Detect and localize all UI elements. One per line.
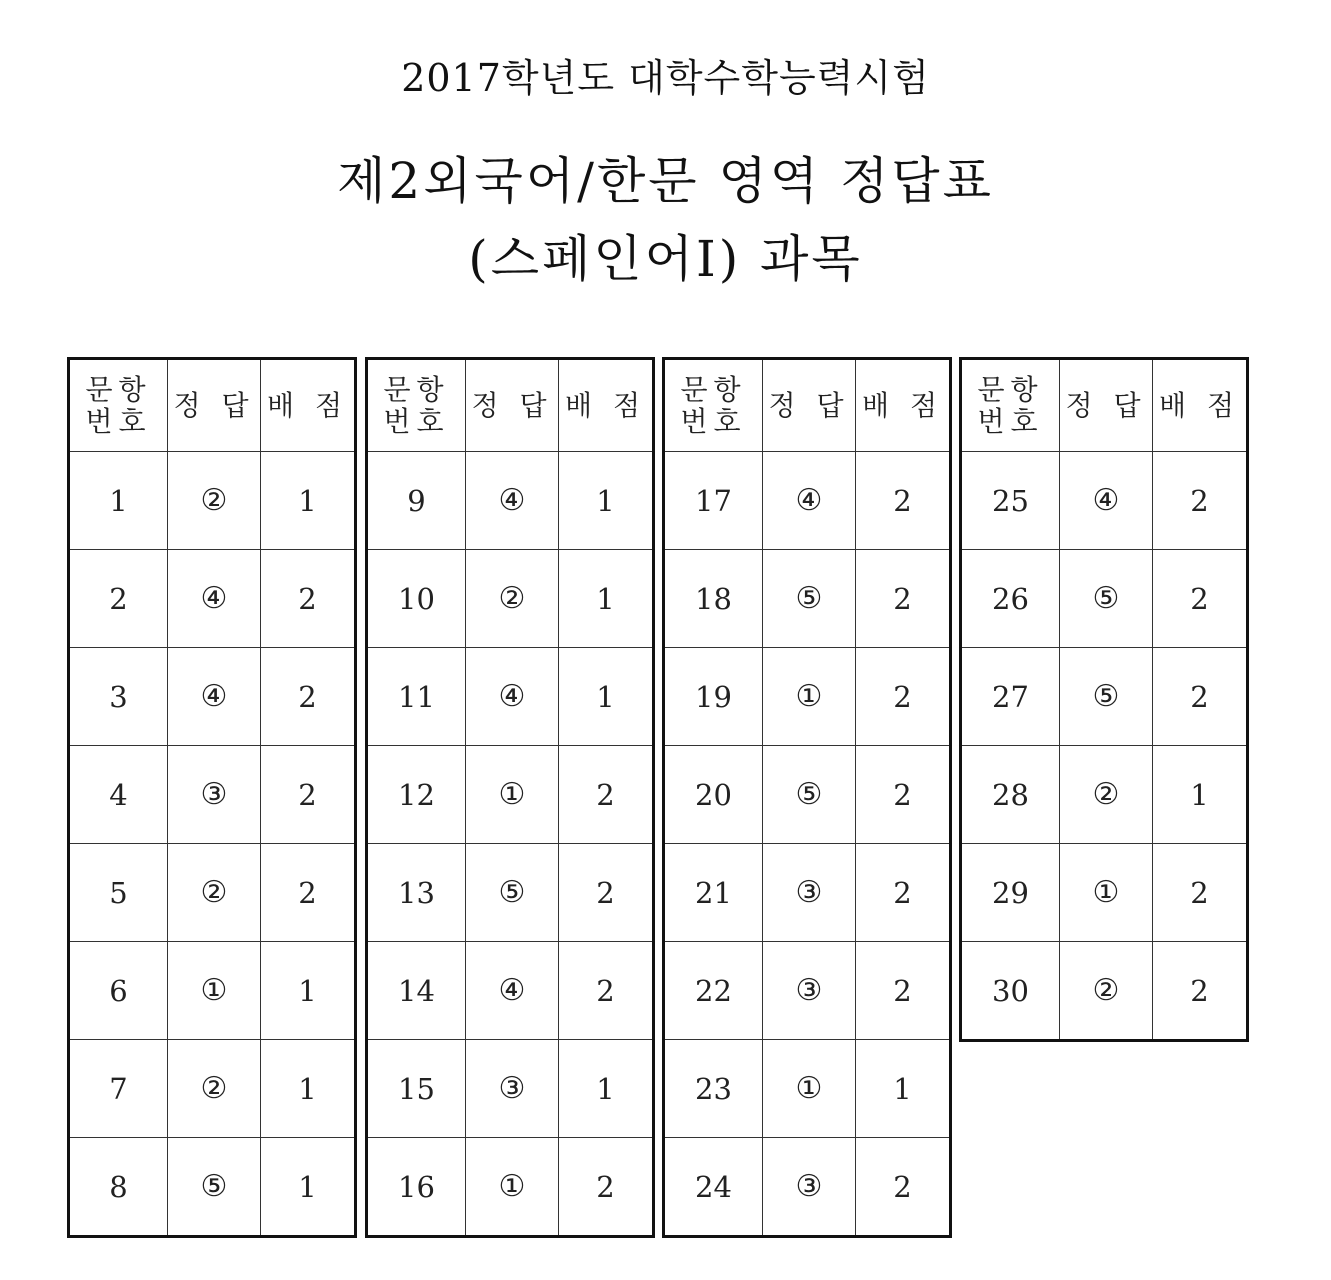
question-number-cell: 5 xyxy=(69,844,168,942)
points-cell: 2 xyxy=(261,746,356,844)
table-row xyxy=(961,746,1248,844)
table-row xyxy=(961,844,1248,942)
points-cell: 1 xyxy=(559,452,654,550)
answer-block-1 xyxy=(67,357,357,1238)
points-cell: 2 xyxy=(856,452,951,550)
answer-cell: ④ xyxy=(466,942,559,1040)
question-number-cell: 21 xyxy=(664,844,763,942)
table-row xyxy=(664,746,951,844)
answer-cell: ④ xyxy=(168,648,261,746)
question-number-cell: 11 xyxy=(367,648,466,746)
answer-cell: ④ xyxy=(1060,452,1153,550)
table-row xyxy=(664,844,951,942)
header-question-number-line1: 문항 xyxy=(85,372,152,406)
table-row xyxy=(961,648,1248,746)
answer-block-4 xyxy=(959,357,1249,1042)
answer-block-2 xyxy=(365,357,655,1238)
points-cell: 1 xyxy=(559,648,654,746)
points-cell: 2 xyxy=(1153,844,1248,942)
question-number-cell: 17 xyxy=(664,452,763,550)
question-number-cell: 15 xyxy=(367,1040,466,1138)
question-number-cell: 19 xyxy=(664,648,763,746)
points-cell: 1 xyxy=(856,1040,951,1138)
answer-cell: ④ xyxy=(763,452,856,550)
question-number-cell: 24 xyxy=(664,1138,763,1237)
header-points: 배 점 xyxy=(1153,359,1248,452)
question-number-cell: 22 xyxy=(664,942,763,1040)
answer-cell: ③ xyxy=(763,844,856,942)
answer-block-3 xyxy=(662,357,952,1238)
answer-cell: ③ xyxy=(466,1040,559,1138)
answer-cell: ② xyxy=(1060,942,1153,1041)
points-cell: 2 xyxy=(1153,942,1248,1041)
table-row xyxy=(367,1040,654,1138)
question-number-cell: 14 xyxy=(367,942,466,1040)
answer-cell: ① xyxy=(466,1138,559,1237)
question-number-cell: 13 xyxy=(367,844,466,942)
question-number-cell: 6 xyxy=(69,942,168,1040)
points-cell: 1 xyxy=(261,1040,356,1138)
table-row xyxy=(664,942,951,1040)
question-number-cell: 25 xyxy=(961,452,1060,550)
question-number-cell: 29 xyxy=(961,844,1060,942)
table-row xyxy=(367,1138,654,1237)
table-row xyxy=(367,550,654,648)
question-number-cell: 27 xyxy=(961,648,1060,746)
answer-cell: ③ xyxy=(763,1138,856,1237)
header-row xyxy=(367,359,654,452)
question-number-cell: 23 xyxy=(664,1040,763,1138)
table-row xyxy=(961,452,1248,550)
points-cell: 2 xyxy=(1153,452,1248,550)
question-number-cell: 1 xyxy=(69,452,168,550)
table-row xyxy=(664,648,951,746)
header-points: 배 점 xyxy=(261,359,356,452)
question-number-cell: 8 xyxy=(69,1138,168,1237)
points-cell: 2 xyxy=(559,942,654,1040)
points-cell: 2 xyxy=(559,746,654,844)
header-question-number-line2: 번호 xyxy=(383,404,450,438)
points-cell: 2 xyxy=(856,1138,951,1237)
points-cell: 2 xyxy=(1153,550,1248,648)
answer-cell: ② xyxy=(168,844,261,942)
answer-cell: ① xyxy=(466,746,559,844)
answer-cell: ⑤ xyxy=(763,550,856,648)
points-cell: 2 xyxy=(856,550,951,648)
table-row xyxy=(664,550,951,648)
table-row xyxy=(961,942,1248,1041)
table-row xyxy=(69,550,356,648)
header-question-number xyxy=(664,359,763,452)
answer-cell: ② xyxy=(1060,746,1153,844)
points-cell: 2 xyxy=(1153,648,1248,746)
table-row xyxy=(69,648,356,746)
answer-cell: ① xyxy=(763,648,856,746)
answer-cell: ③ xyxy=(168,746,261,844)
table-row xyxy=(664,1040,951,1138)
points-cell: 1 xyxy=(261,1138,356,1237)
question-number-cell: 12 xyxy=(367,746,466,844)
table-row xyxy=(367,452,654,550)
answer-cell: ① xyxy=(1060,844,1153,942)
table-row xyxy=(69,942,356,1040)
table-row xyxy=(69,746,356,844)
question-number-cell: 10 xyxy=(367,550,466,648)
table-row xyxy=(664,452,951,550)
question-number-cell: 9 xyxy=(367,452,466,550)
points-cell: 1 xyxy=(1153,746,1248,844)
table-row xyxy=(367,746,654,844)
answer-cell: ⑤ xyxy=(1060,648,1153,746)
answer-cell: ④ xyxy=(168,550,261,648)
header-question-number xyxy=(367,359,466,452)
answer-cell: ② xyxy=(466,550,559,648)
points-cell: 2 xyxy=(856,746,951,844)
table-row xyxy=(69,844,356,942)
exam-year-title: 2017학년도 대학수학능력시험 xyxy=(401,56,930,100)
header-points: 배 점 xyxy=(856,359,951,452)
table-row xyxy=(367,942,654,1040)
table-row xyxy=(69,452,356,550)
question-number-cell: 26 xyxy=(961,550,1060,648)
section-title: 제2외국어/한문 영역 정답표 xyxy=(337,152,994,210)
question-number-cell: 7 xyxy=(69,1040,168,1138)
header-row xyxy=(961,359,1248,452)
table-row xyxy=(664,1138,951,1237)
subject-title: (스페인어Ⅰ) 과목 xyxy=(468,230,863,288)
answer-cell: ① xyxy=(763,1040,856,1138)
question-number-cell: 28 xyxy=(961,746,1060,844)
header-row xyxy=(69,359,356,452)
points-cell: 1 xyxy=(559,550,654,648)
answer-cell: ⑤ xyxy=(1060,550,1153,648)
answer-cell: ② xyxy=(168,452,261,550)
answer-cell: ④ xyxy=(466,648,559,746)
table-row xyxy=(367,648,654,746)
header-answer: 정 답 xyxy=(168,359,261,452)
header-question-number-line1: 문항 xyxy=(977,372,1044,406)
question-number-cell: 4 xyxy=(69,746,168,844)
points-cell: 2 xyxy=(261,550,356,648)
answer-cell: ⑤ xyxy=(763,746,856,844)
question-number-cell: 16 xyxy=(367,1138,466,1237)
answer-cell: ⑤ xyxy=(168,1138,261,1237)
header-question-number-line2: 번호 xyxy=(977,404,1044,438)
header-points: 배 점 xyxy=(559,359,654,452)
question-number-cell: 18 xyxy=(664,550,763,648)
points-cell: 2 xyxy=(856,942,951,1040)
points-cell: 2 xyxy=(856,844,951,942)
points-cell: 1 xyxy=(261,942,356,1040)
header-question-number xyxy=(961,359,1060,452)
header-answer: 정 답 xyxy=(1060,359,1153,452)
points-cell: 2 xyxy=(261,844,356,942)
points-cell: 2 xyxy=(559,844,654,942)
header-question-number-line2: 번호 xyxy=(680,404,747,438)
table-row xyxy=(367,844,654,942)
answer-cell: ③ xyxy=(763,942,856,1040)
answer-cell: ⑤ xyxy=(466,844,559,942)
points-cell: 2 xyxy=(856,648,951,746)
table-row xyxy=(69,1040,356,1138)
points-cell: 2 xyxy=(261,648,356,746)
answer-cell: ② xyxy=(168,1040,261,1138)
header-row xyxy=(664,359,951,452)
question-number-cell: 3 xyxy=(69,648,168,746)
table-row xyxy=(961,550,1248,648)
header-question-number-line1: 문항 xyxy=(383,372,450,406)
points-cell: 2 xyxy=(559,1138,654,1237)
question-number-cell: 2 xyxy=(69,550,168,648)
points-cell: 1 xyxy=(261,452,356,550)
header-question-number-line2: 번호 xyxy=(85,404,152,438)
header-question-number-line1: 문항 xyxy=(680,372,747,406)
answer-cell: ④ xyxy=(466,452,559,550)
header-answer: 정 답 xyxy=(763,359,856,452)
header-answer: 정 답 xyxy=(466,359,559,452)
answer-cell: ① xyxy=(168,942,261,1040)
question-number-cell: 20 xyxy=(664,746,763,844)
points-cell: 1 xyxy=(559,1040,654,1138)
question-number-cell: 30 xyxy=(961,942,1060,1041)
header-question-number xyxy=(69,359,168,452)
table-row xyxy=(69,1138,356,1237)
